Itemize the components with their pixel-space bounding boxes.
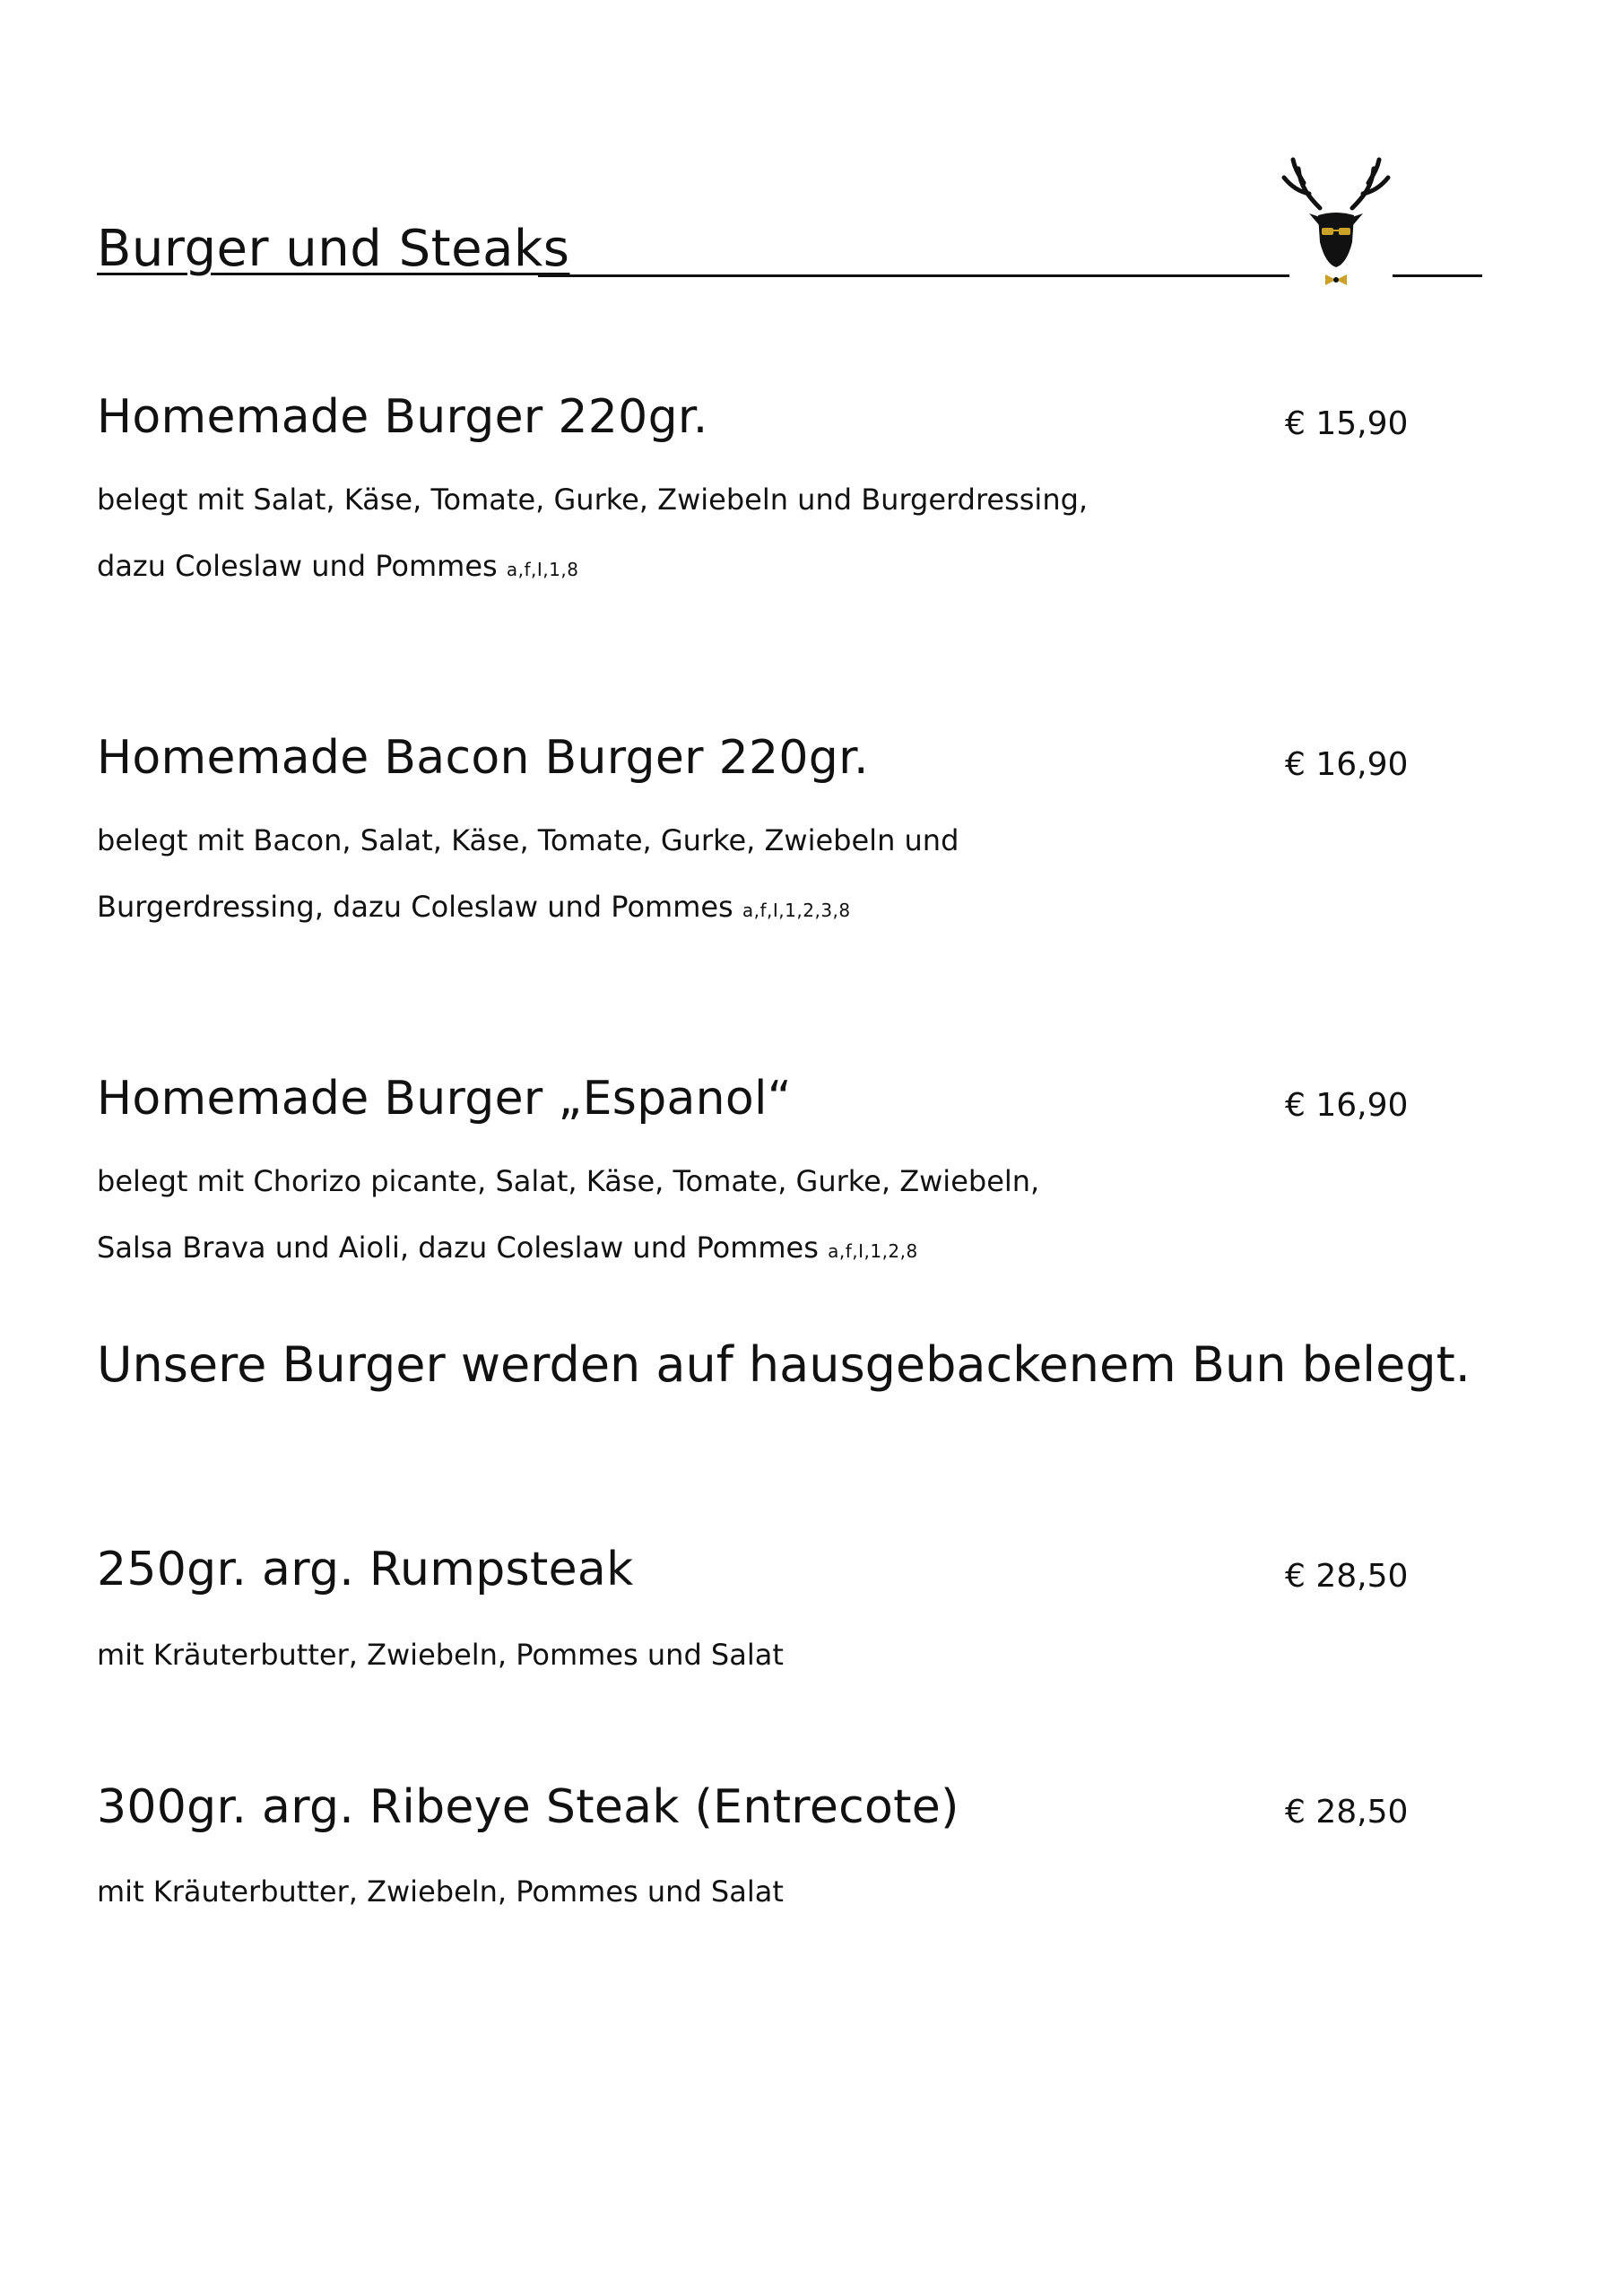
menu-item-price: € 16,90	[1285, 1087, 1409, 1124]
stag-head-icon	[1273, 152, 1399, 287]
menu-item-price: € 15,90	[1285, 405, 1409, 442]
menu-item-name: 250gr. arg. Rumpsteak	[97, 1543, 634, 1596]
menu-item-description-line2	[97, 874, 851, 944]
allergen-codes: a,f,I,1,2,8	[828, 1240, 918, 1262]
menu-item-description: mit Kräuterbutter, Zwiebeln, Pommes und Salat	[97, 1638, 784, 1672]
menu-item-price: € 16,90	[1285, 746, 1409, 783]
menu-item-description: mit Kräuterbutter, Zwiebeln, Pommes und Salat	[97, 1874, 784, 1909]
bun-note: Unsere Burger werden auf hausgebackenem Bun belegt.	[97, 1336, 1471, 1393]
menu-item-description-line2	[97, 533, 578, 603]
description-text: Burgerdressing, dazu Coleslaw und Pommes	[97, 890, 733, 924]
description-text: Salsa Brava und Aioli, dazu Coleslaw und Pommes	[97, 1231, 819, 1265]
menu-item-description: belegt mit Salat, Käse, Tomate, Gurke, Zwiebeln und Burgerdressing,	[97, 483, 1089, 517]
allergen-codes: a,f,I,1,8	[506, 559, 579, 580]
menu-item-description: belegt mit Bacon, Salat, Käse, Tomate, Gurke, Zwiebeln und	[97, 823, 959, 857]
menu-item-description: belegt mit Chorizo picante, Salat, Käse, Tomate, Gurke, Zwiebeln,	[97, 1164, 1040, 1198]
title-rule	[538, 274, 1289, 277]
title-rule-end	[1393, 274, 1482, 277]
menu-item-name: Homemade Burger „Espanol“	[97, 1072, 793, 1126]
menu-item-price: € 28,50	[1285, 1558, 1409, 1595]
section-title: Burger und Steaks	[97, 220, 570, 278]
menu-item-name: Homemade Burger 220gr.	[97, 390, 708, 444]
menu-item-name: 300gr. arg. Ribeye Steak (Entrecote)	[97, 1780, 959, 1834]
menu-item-price: € 28,50	[1285, 1794, 1409, 1831]
description-text: dazu Coleslaw und Pommes	[97, 549, 498, 583]
menu-item-description-line2	[97, 1214, 918, 1284]
allergen-codes: a,f,I,1,2,3,8	[742, 900, 851, 921]
menu-item-name: Homemade Bacon Burger 220gr.	[97, 731, 869, 785]
